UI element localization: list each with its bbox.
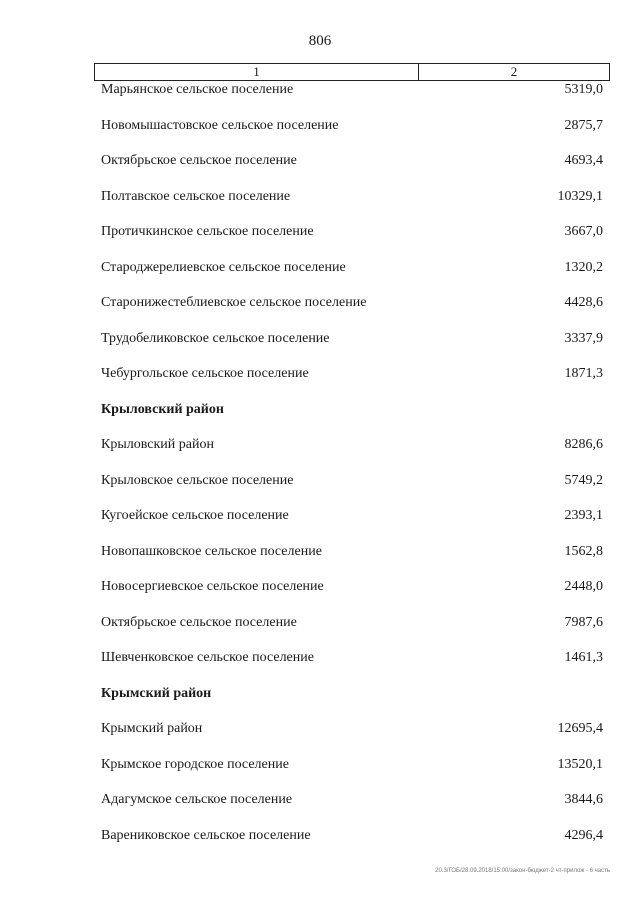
settlement-name: Шевченковское сельское поселение — [101, 650, 314, 665]
table-row — [0, 757, 640, 793]
amount-value: 1320,2 — [564, 259, 603, 275]
settlement-name: Октябрьское сельское поселение — [101, 614, 297, 630]
table-row — [0, 295, 640, 331]
table-header — [94, 63, 610, 81]
table-row — [0, 508, 640, 544]
settlement-name: Протичкинское сельское поселение — [101, 224, 314, 239]
amount-value: 2448,0 — [564, 579, 603, 594]
table-row — [0, 473, 640, 509]
table-header-col2: 2 — [510, 64, 518, 79]
budget-table-body — [0, 82, 640, 863]
table-row — [0, 366, 640, 402]
settlement-name: Новосергиевское сельское поселение — [101, 579, 324, 594]
amount-value: 4693,4 — [564, 153, 603, 168]
settlement-name: Полтавское сельское поселение — [101, 188, 291, 204]
settlement-name: Крымский район — [101, 721, 203, 736]
table-row — [0, 437, 640, 473]
district-heading-row — [0, 402, 640, 438]
table-row — [0, 260, 640, 296]
settlement-name: Новопашковское сельское поселение — [101, 543, 322, 559]
table-row — [0, 224, 640, 260]
footer-stamp: 20.3/ГОБ/28.09.2018/15:00/закон-бюджет-2 чт-прилож - 6 часть — [435, 868, 610, 874]
settlement-name: Кугоейское сельское поселение — [101, 508, 289, 523]
settlement-name: Чебургольское сельское поселение — [101, 366, 309, 381]
settlement-name: Варениковское сельское поселение — [101, 827, 311, 843]
district-heading-row — [0, 686, 640, 722]
amount-value: 2393,1 — [564, 508, 603, 523]
settlement-name: Адагумское сельское поселение — [101, 792, 293, 807]
table-row — [0, 331, 640, 367]
table-row — [0, 189, 640, 225]
amount-value: 2875,7 — [564, 117, 603, 133]
amount-value: 8286,6 — [564, 437, 603, 452]
amount-value: 4296,4 — [564, 827, 603, 843]
settlement-name: Новомышастовское сельское поселение — [101, 117, 339, 133]
page-number: 806 — [308, 33, 332, 49]
amount-value: 1871,3 — [564, 366, 603, 381]
amount-value: 3337,9 — [564, 330, 603, 346]
amount-value: 13520,1 — [557, 756, 603, 772]
amount-value: 5749,2 — [564, 472, 603, 488]
table-row — [0, 118, 640, 154]
settlement-name: Крымское городское поселение — [101, 756, 289, 772]
amount-value: 3844,6 — [564, 792, 603, 807]
district-heading: Крыловский район — [101, 401, 224, 417]
amount-value: 1461,3 — [564, 650, 603, 665]
table-row — [0, 828, 640, 864]
table-row — [0, 792, 640, 828]
settlement-name: Старонижестеблиевское сельское поселение — [101, 295, 367, 310]
table-row — [0, 82, 640, 118]
district-heading: Крымский район — [101, 685, 212, 701]
table-header-col1: 1 — [95, 64, 419, 80]
table-row — [0, 615, 640, 651]
settlement-name: Староджерелиевское сельское поселение — [101, 259, 346, 275]
amount-value: 10329,1 — [557, 188, 603, 204]
amount-value: 7987,6 — [564, 614, 603, 630]
settlement-name: Крыловский район — [101, 437, 214, 452]
settlement-name: Трудобеликовское сельское поселение — [101, 330, 330, 346]
amount-value: 5319,0 — [564, 82, 603, 97]
amount-value: 3667,0 — [564, 224, 603, 239]
table-row — [0, 579, 640, 615]
table-row — [0, 544, 640, 580]
amount-value: 12695,4 — [557, 721, 603, 736]
amount-value: 1562,8 — [564, 543, 603, 559]
settlement-name: Марьянское сельское поселение — [101, 82, 294, 97]
table-row — [0, 153, 640, 189]
table-row — [0, 721, 640, 757]
table-row — [0, 650, 640, 686]
settlement-name: Крыловское сельское поселение — [101, 472, 294, 488]
settlement-name: Октябрьское сельское поселение — [101, 153, 297, 168]
amount-value: 4428,6 — [564, 295, 603, 310]
